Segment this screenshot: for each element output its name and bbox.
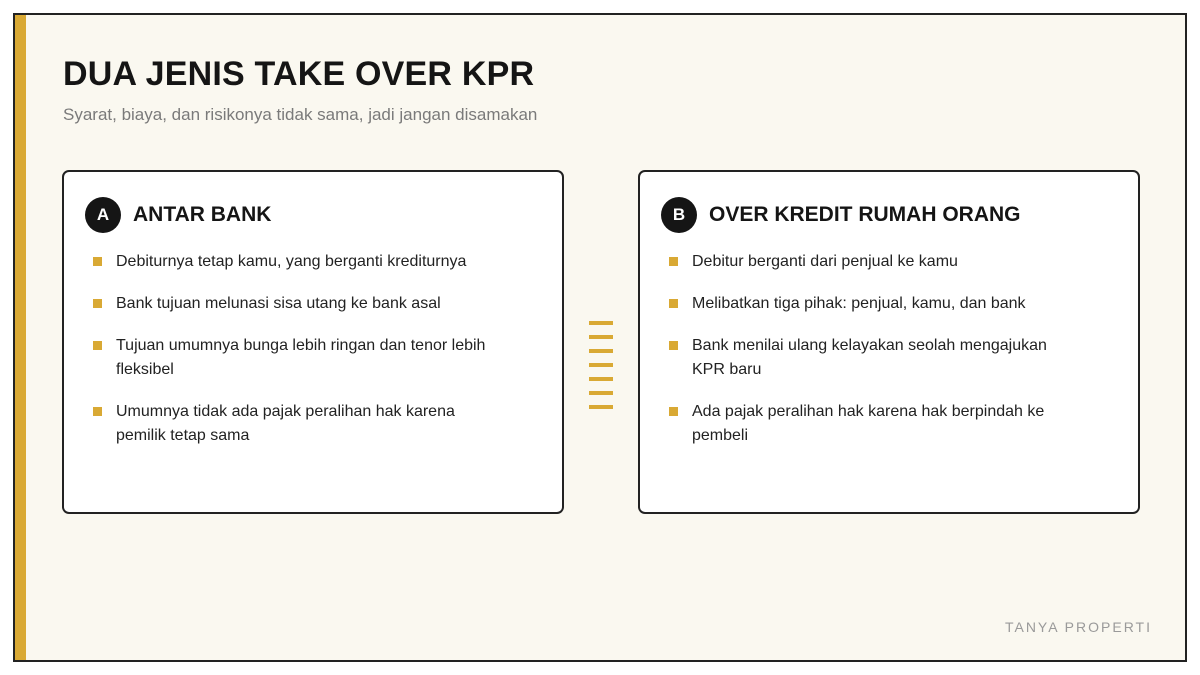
bullet-list (669, 250, 1109, 466)
divider-line (589, 335, 613, 339)
card-over-kredit (638, 170, 1140, 514)
list-item (93, 400, 533, 448)
bullet-text: Tujuan umumnya bunga lebih ringan dan tenor lebih fleksibel (116, 337, 486, 378)
card-title: OVER KREDIT RUMAH ORANG (709, 203, 1021, 226)
card-title: ANTAR BANK (133, 203, 272, 226)
bullet-text: Ada pajak peralihan hak karena hak berpindah ke pembeli (692, 403, 1045, 444)
divider-line (589, 363, 613, 367)
divider-line (589, 391, 613, 395)
list-item (669, 250, 1109, 274)
bullet-text: Umumnya tidak ada pajak peralihan hak karena pemilik tetap sama (116, 403, 455, 444)
list-item (669, 292, 1109, 316)
bullet-text: Debiturnya tetap kamu, yang berganti krediturnya (116, 253, 467, 270)
bullet-square-icon (93, 407, 102, 416)
bullet-text: Melibatkan tiga pihak: penjual, kamu, dan bank (692, 295, 1026, 312)
bullet-square-icon (669, 299, 678, 308)
divider-line (589, 349, 613, 353)
bullet-square-icon (93, 299, 102, 308)
accent-bar (15, 15, 26, 660)
list-item (669, 334, 1109, 382)
divider-lines-icon (589, 321, 613, 419)
slide-subtitle: Syarat, biaya, dan risikonya tidak sama, jadi jangan disamakan (63, 105, 538, 124)
divider-line (589, 377, 613, 381)
card-antar-bank (62, 170, 564, 514)
list-item (669, 400, 1109, 448)
card-header (85, 197, 271, 233)
slide (13, 13, 1187, 662)
divider-line (589, 321, 613, 325)
list-item (93, 250, 533, 274)
bullet-text: Debitur berganti dari penjual ke kamu (692, 253, 958, 270)
slide-title: DUA JENIS TAKE OVER KPR (63, 55, 535, 93)
card-badge: A (85, 197, 121, 233)
card-header (661, 197, 1021, 233)
divider-line (589, 405, 613, 409)
bullet-square-icon (669, 257, 678, 266)
bullet-square-icon (93, 341, 102, 350)
card-badge: B (661, 197, 697, 233)
bullet-square-icon (93, 257, 102, 266)
bullet-square-icon (669, 341, 678, 350)
list-item (93, 292, 533, 316)
list-item (93, 334, 533, 382)
footer-brand: TANYA PROPERTI (1004, 619, 1152, 635)
bullet-list (93, 250, 533, 466)
bullet-square-icon (669, 407, 678, 416)
bullet-text: Bank tujuan melunasi sisa utang ke bank asal (116, 295, 441, 312)
bullet-text: Bank menilai ulang kelayakan seolah mengajukan KPR baru (692, 337, 1047, 378)
